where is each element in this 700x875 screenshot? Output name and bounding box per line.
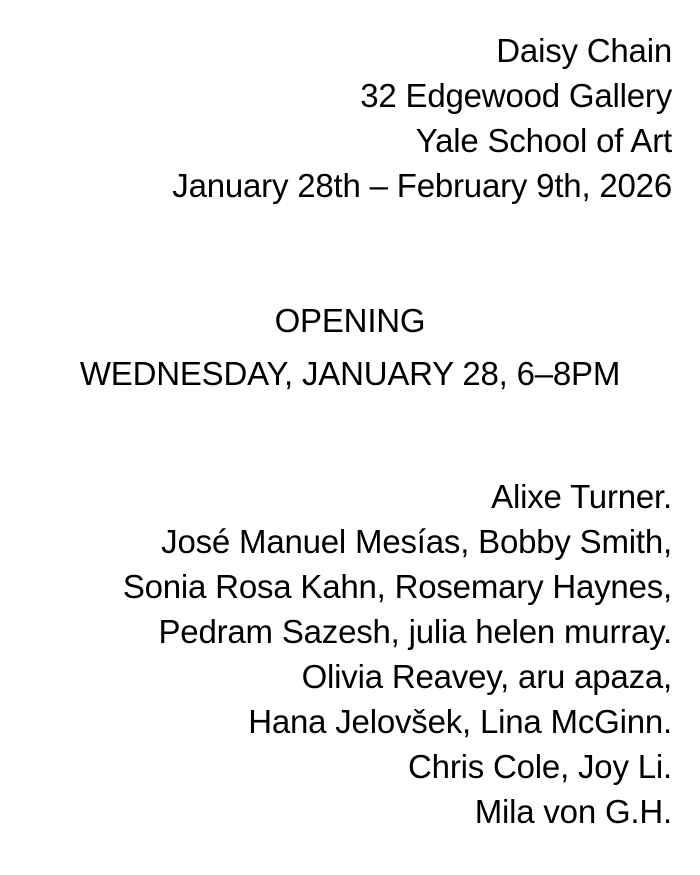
artist-line: Sonia Rosa Kahn, Rosemary Haynes, [122, 568, 672, 605]
exhibition-title: Daisy Chain [496, 32, 672, 69]
bottom-spacer [28, 834, 672, 855]
artist-line: Alixe Turner. [491, 478, 672, 515]
exhibition-dates: January 28th – February 9th, 2026 [172, 167, 672, 204]
artist-list [28, 474, 672, 834]
artist-line: Hana Jelovšek, Lina McGinn. [248, 703, 672, 740]
artist-line: Mila von G.H. [474, 793, 672, 830]
opening-label: OPENING [274, 302, 426, 339]
opening-datetime: WEDNESDAY, JANUARY 28, 6–8PM [79, 355, 621, 392]
artist-line: Pedram Sazesh, julia helen murray. [158, 613, 672, 650]
gallery-name: 32 Edgewood Gallery [360, 77, 672, 114]
institution-name: Yale School of Art [415, 122, 672, 159]
artist-line: Chris Cole, Joy Li. [408, 748, 672, 785]
exhibition-header [28, 28, 672, 208]
opening-section [28, 294, 672, 400]
artist-line: Olivia Reavey, aru apaza, [301, 658, 672, 695]
artist-line: José Manuel Mesías, Bobby Smith, [161, 523, 672, 560]
